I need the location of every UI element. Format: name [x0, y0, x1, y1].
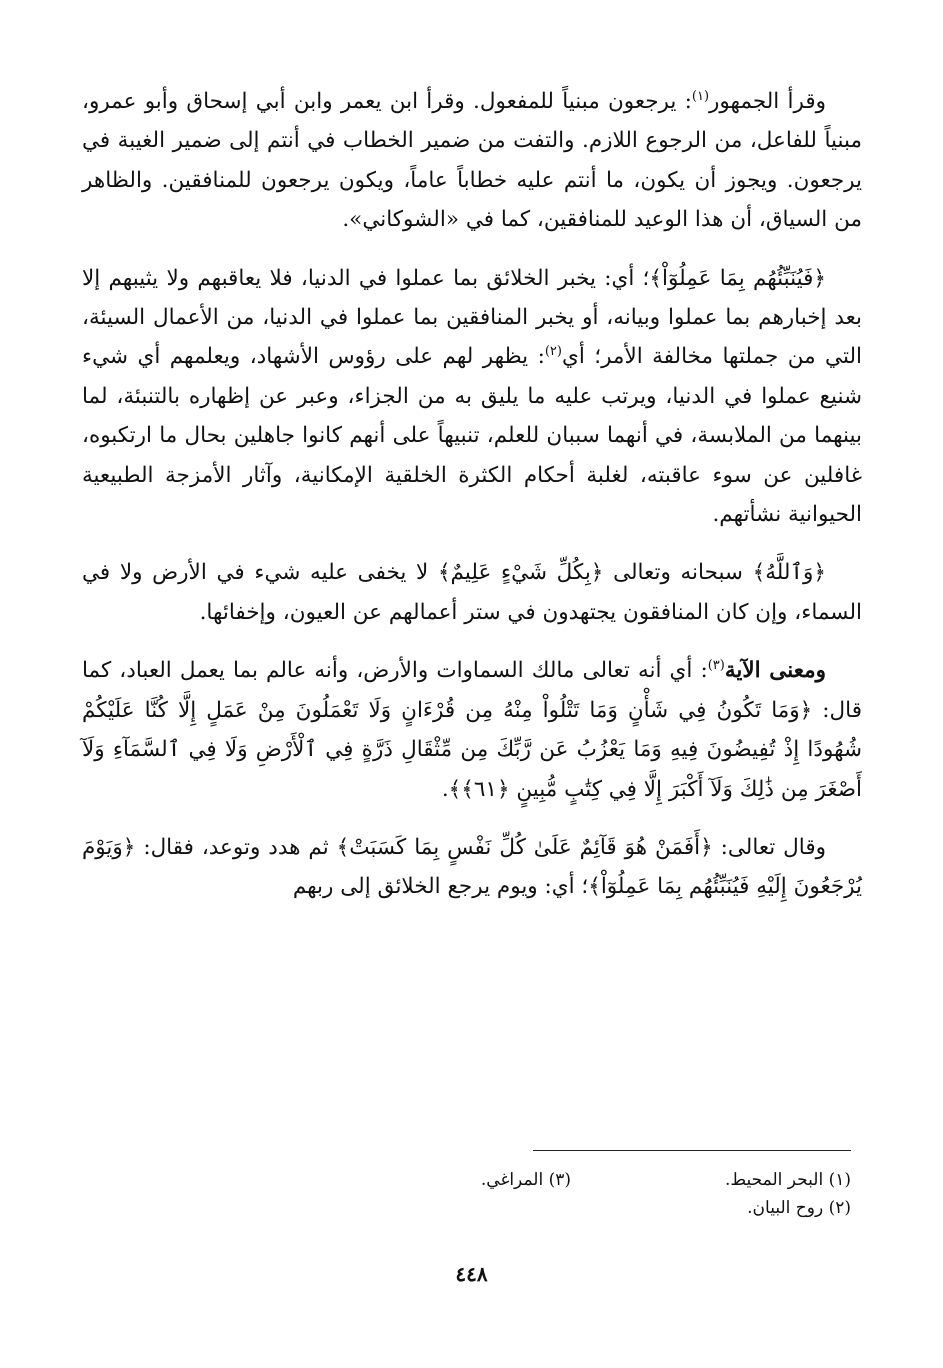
- paragraph-4: [82, 651, 862, 809]
- paragraph-5: [82, 828, 862, 907]
- paragraph-text: : يظهر لهم على رؤوس الأشهاد، ويعلمهم أي شيء شنيع عملوا في الدنيا، ويرتب عليه ما يليق به من الجزاء، وعبر عن إظهاره بالتنبئة، لما بينهما من الملابسة، في أنهما سببان للعلم، تنبيهاً على أنهم كانوا جاهلين بحال ما ارتكبوه، غافلين عن سوء عاقبته، لغلبة أحكام الكثرة الخلقية الإمكانية، وآثار الأمزجة الطبيعية الحيوانية نشأتهم.: [82, 344, 862, 528]
- footnotes: [211, 1166, 851, 1222]
- footnote-row: [211, 1166, 851, 1194]
- heading-inline: ومعنى الآية: [724, 658, 826, 684]
- footnote-2: (٢) روح البيان.: [747, 1198, 851, 1218]
- paragraph-text: وقال تعالى: ﴿أَفَمَنْ هُوَ قَآئِمٌ عَلَىٰ كُلِّ نَفْسٍ بِمَا كَسَبَتْ﴾ ثم هدد وتوعد، فقال: ﴿وَيَوْمَ يُرْجَعُونَ إِلَيْهِ فَيُنَبِّئُهُم بِمَا عَمِلُوٓاْ﴾؛ أي: ويوم يرجع الخلائق إلى ربهم: [82, 834, 862, 900]
- paragraph-text: ﴿فَيُنَبِّئُهُم بِمَا عَمِلُوٓاْ﴾؛ أي: يخبر الخلائق بما عملوا في الدنيا، فلا يعاقبهم ولا يثيبهم إلا بعد إخبارهم بما عملوا وبيانه، أو يخبر المنافقين بما عملوا في الدنيا، من الأعمال السيئة، التي من جملتها مخالفة الأمر؛ أي: [82, 265, 862, 370]
- paragraph-1: [82, 82, 862, 240]
- footnote-marker[interactable]: (١): [691, 88, 710, 104]
- page-number: ٤٤٨: [455, 1262, 488, 1286]
- main-text: [82, 82, 862, 926]
- footnote-marker[interactable]: (٣): [707, 658, 725, 674]
- paragraph-text: : يرجعون مبنياً للمفعول. وقرأ ابن يعمر وابن أبي إسحاق وأبو عمرو، مبنياً للفاعل، من الرجوع اللازم. والتفت من ضمير الخطاب في أنتم إلى ضمير الغيبة في يرجعون. ويجوز أن يكون، ما أنتم عليه خطاباً عاماً، ويكون يرجعون للمنافقين. والظاهر من السياق، أن هذا الوعيد للمنافقين، كما في «الشوكاني».: [82, 89, 862, 233]
- paragraph-text: : أي أنه تعالى مالك السماوات والأرض، وأنه عالم بما يعمل العباد، كما قال: ﴿وَمَا تَكُونُ فِي شَأْنٍ وَمَا تَتْلُواْ مِنْهُ مِن قُرْءَانٍ وَلَا تَعْمَلُونَ مِنْ عَمَلٍ إِلَّا كُنَّا عَلَيْكُمْ شُهُودًا إِذْ تُفِيضُونَ فِيهِ وَمَا يَعْزُبُ عَن رَّبِّكَ مِن مِّثْقَالِ ذَرَّةٍ فِي ٱلْأَرْضِ وَلَا فِي ٱلسَّمَآءِ وَلَآ أَصْغَرَ مِن ذَٰلِكَ وَلَآ أَكْبَرَ إِلَّا فِي كِتَٰبٍ مُّبِينٍ ﴿٦١﴾﴾.: [82, 658, 862, 802]
- footnote-1: (١) البحر المحيط.: [725, 1170, 851, 1190]
- footnote-row: [211, 1194, 851, 1222]
- footnote-3: (٣) المراغي.: [480, 1170, 571, 1190]
- paragraph-text: وقرأ الجمهور: [709, 89, 826, 114]
- paragraph-3: [82, 553, 862, 632]
- paragraph-text: ﴿وَٱللَّهُ﴾ سبحانه وتعالى ﴿بِكُلِّ شَيْءٍ عَلِيمٌ﴾ لا يخفى عليه شيء في الأرض ولا في السماء، وإن كان المنافقون يجتهدون في ستر أعمالهم عن العيون، وإخفائها.: [82, 560, 862, 625]
- paragraph-2: [82, 259, 862, 535]
- footnote-divider: [533, 1150, 851, 1151]
- footnote-marker[interactable]: (٢): [544, 344, 562, 360]
